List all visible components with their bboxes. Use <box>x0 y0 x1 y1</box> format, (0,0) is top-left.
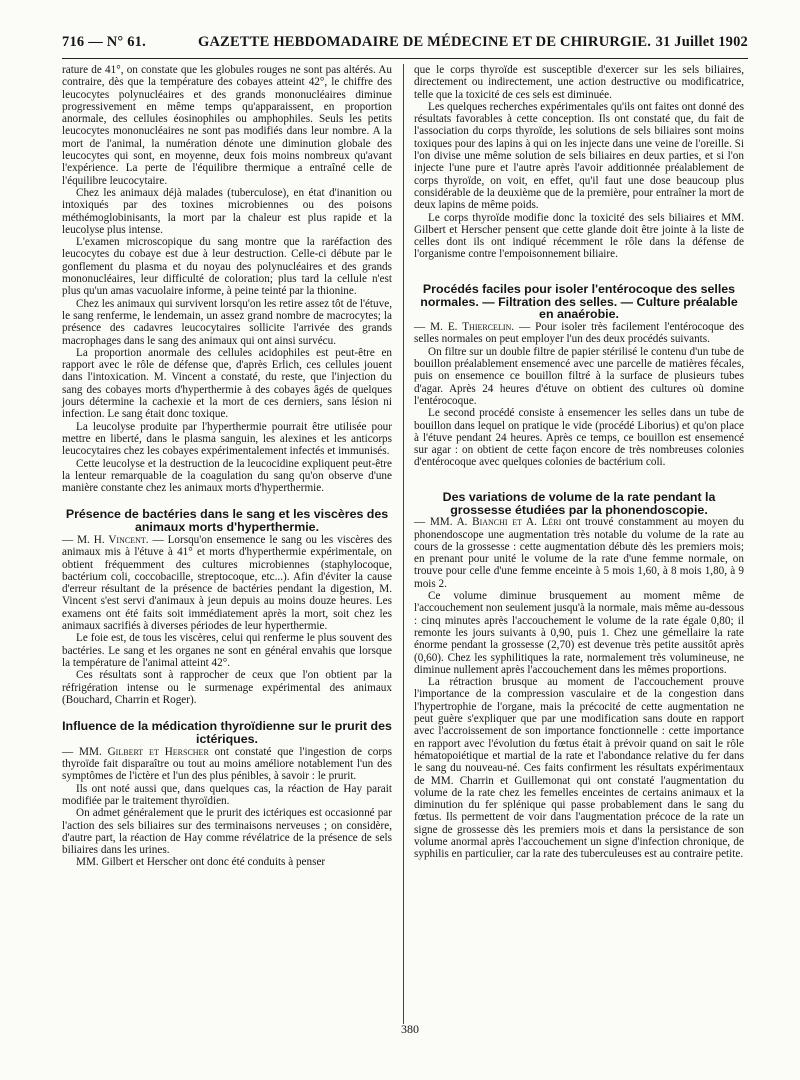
paragraph: Ils ont noté aussi que, dans quelques cas, la réaction de Hay parait modifiée par le traitement thyroïdien. <box>62 782 392 807</box>
section-title: Influence de la médication thyroïdienne sur le prurit des ictériques. <box>62 719 392 746</box>
paragraph-text: ont constaté que l'ingestion de corps thyroïde fait disparaître ou tout au moins améliore notablement l'un des symptômes de l'ictère et l'un des plus pénibles, à savoir : le prurit. <box>62 745 392 783</box>
paragraph: Le second procédé consiste à ensemencer les selles dans un tube de bouillon dans lequel on pratique le vide (procédé Liborius) et qu'on place à l'étuve pendant 24 heures. Après ce temps, ce bouillon est ensemencé sur agar : on obtient de cette façon encore de très nombreuses colonies d'entérocoque avec quelques colonies de bactérium coli. <box>414 407 744 469</box>
paragraph: Les quelques recherches expérimentales qu'ils ont faites ont donné des résultats favorables à cette conception. Ils ont constaté que, du fait de l'association du corps thyroïde, les solutions de sels biliaires sont moins toxiques pour des lapins à qui on les injecte dans une veine de l'oreille. Si l'on divise une même solution de sels biliaires en deux parties, et si l'on injecte l'une pure et l'autre après l'avoir additionnée préalablement de corps thyroïde, on voit, en effet, qu'il faut une dose beaucoup plus considérable de la deuxième que de la première, pour entraîner la mort de deux lapins de même poids. <box>414 100 744 212</box>
paragraph <box>62 534 392 632</box>
running-header <box>62 34 748 56</box>
paragraph: L'examen microscopique du sang montre que la raréfaction des leucocytes du cobaye est due à leur destruction. Celle-ci débute par le gonflement du plasma et du noyau des polynucléaires et des grands mononucléaires, leur difficulté de coloration; plus tard la cellule n'est plus qu'un amas vacuolaire informe, à peine teinté par la thionine. <box>62 236 392 298</box>
issue-number: — N° 61. <box>88 34 146 50</box>
paragraph: Chez les animaux qui survivent lorsqu'on les retire assez tôt de l'étuve, le sang renferme, le lendemain, un assez grand nombre de macrocytes; la présence des cadavres leucocytaires sollicite l'arrivée des grands macrophages dans le sang des animaux qui ont ainsi survécu. <box>62 297 392 347</box>
paragraph: La rétraction brusque au moment de l'accouchement prouve l'importance de la compression vasculaire et de la congestion dans l'hypertrophie de l'organe, mais la précocité de cette augmentation ne peut guère s'expliquer que par une modification sans doute en rapport avec l'accroissement de son importance fonctionnelle : cette importance en rapport avec l'évolution du fœtus était à prévoir quand on sait le rôle hématopoiétique et martial de la rate et l'abondance relative du fer dans le sang du nouveau-né. Ces faits confirment les résultats expérimentaux de MM. Charrin et Guillemonat qui ont constaté l'augmentation du volume de la rate chez les femelles enceintes de certains animaux et la diminution du fer splénique qui passe probablement dans le sang du fœtus. Ils permettent de voir dans l'augmentation précoce de la rate un signe de grossesse dès les premiers mois et dans la persistance de son volume anormal après l'accouchement un signe d'infection chronique, de syphilis en particulier, car la rate des tuberculeuses est au contraire petite. <box>414 676 744 861</box>
paragraph-text: ont trouvé constamment au moyen du phonendoscope une augmentation très notable du volume de la rate au cours de la grossesse : cette augmentation débute dès les premiers mois; en prenant pour unité le volume de la rate d'une femme normale, on trouve pour celle d'une femme enceinte à 5 mois 1,60, à 8 mois 1,80, à 9 mois 2. <box>414 516 745 590</box>
paragraph: La proportion anormale des cellules acidophiles est peut-être en rapport avec le rôle de défense que, d'après Erlich, ces cellules jouent dans l'intoxication. M. Vincent a constaté, du reste, que l'injection du sang des cobayes morts d'hyperthermie à des cobayes âgés de quelques jours détermine la cachexie et la mort de ces derniers, sans lésion ni infection. Le sang était donc toxique. <box>62 346 392 421</box>
paragraph: La leucolyse produite par l'hyperthermie pourrait être utilisée pour mettre en liberté, dans le plasma sanguin, les alexines et les anticorps leucocytaires chez les cobayes expérimentalement infectés et immunisés. <box>62 420 392 458</box>
right-column <box>414 64 744 861</box>
paragraph: On admet généralement que le prurit des ictériques est occasionné par l'action des sels biliaires sur des terminaisons nerveuses ; on considère, d'autre part, la réaction de Hay comme révélatrice de la présence de sels biliaires dans les urines. <box>62 807 392 857</box>
page-number-and-issue <box>62 34 146 51</box>
issue-date: 31 Juillet 1902 <box>655 34 748 50</box>
paragraph: Cette leucolyse et la destruction de la leucocidine expliquent peut-être la lenteur remarquable de la coagulation du sang qu'on observe d'une manière constante chez les animaux morts d'hyperthermie. <box>62 457 392 495</box>
paragraph: On filtre sur un double filtre de papier stérilisé le contenu d'un tube de bouillon préalablement ensemencé avec une parcelle de matières fécales, puis on ensemence ce bouillon filtré à la surface de plusieurs tubes d'agar. Après 24 heures d'étuve on obtient des cultures où domine l'entérocoque. <box>414 345 744 407</box>
paragraph-text: Pour isoler très facilement l'entérocoque des selles normales on peut employer l'un des deux procédés suivants. <box>414 321 744 346</box>
paragraph <box>414 516 744 590</box>
paragraph: Le corps thyroïde modifie donc la toxicité des sels biliaires et MM. Gilbert et Herscher pensent que cette glande doit être jointe à la liste de celles dont ils ont indiqué récemment le rôle dans la défense de l'organisme contre l'empoisonnement biliaire. <box>414 211 744 261</box>
paragraph: que le corps thyroïde est susceptible d'exercer sur les sels biliaires, directement ou indirectement, une action destructive ou modificatrice, telle que la toxicité de ces sels est diminuée. <box>414 64 744 101</box>
section-author: — MM. Gilbert et Herscher <box>62 745 209 758</box>
paragraph: Chez les animaux déjà malades (tuberculose), en état d'inanition ou intoxiqués par des toxines microbiennes ou des poisons méthémoglobinisants, la mort par la chaleur est plus rapide et la leucolyse plus intense. <box>62 186 392 236</box>
section-title: Procédés faciles pour isoler l'entérocoque des selles normales. — Filtration des selles. — Culture préalable en anaérobie. <box>420 281 738 322</box>
paragraph-text: Lorsqu'on ensemence le sang ou les viscères des animaux mis à l'étuve à 41° et morts d'hyperthermie expérimentale, on obtient fréquemment des cultures microbiennes (staphylocoque, bactérium coli, coccobacille, streptocoque, etc...). Afin d'éviter la cause d'erreur résultant de la présence de bactéries pendant la digestion, M. Vincent s'est servi d'animaux à jeun depuis au moins douze heures. Les examens ont été faits soit immédiatement après la mort, soit chez les animaux sacrifiés à diverses périodes de leur hyperthermie. <box>62 533 393 633</box>
paragraph: Ce volume diminue brusquement au moment même de l'accouchement non seulement jusqu'à la normale, mais même au-dessous : cinq minutes après l'accouchement le volume de la rate égale 0,80; il remonte les jours suivants à 0,90, puis 1. Chez une gémellaire la rate énorme pendant la grossesse (2,70) est devenue très petite aussitôt après (0,60). Chez les syphilitiques la rate, normalement très volumineuse, ne diminue nullement après l'accouchement dans les mêmes proportions. <box>414 590 744 676</box>
paragraph: Ces résultats sont à rapprocher de ceux que l'on obtient par la réfrigération intense ou le surmenage expérimental des animaux (Bouchard, Charrin et Roger). <box>62 669 392 706</box>
section-title: Présence de bactéries dans le sang et les viscères des animaux morts d'hyperthermie. <box>65 507 389 535</box>
folio: 380 <box>401 1022 419 1036</box>
paragraph: MM. Gilbert et Herscher ont donc été conduits à penser <box>76 856 326 869</box>
left-column <box>62 64 392 869</box>
page-number: 716 <box>62 34 85 50</box>
column-divider <box>403 64 404 1024</box>
section-title: Des variations de volume de la rate pendant la grossesse étudiées par la phonendoscopie. <box>442 489 716 517</box>
paragraph: Le foie est, de tous les viscères, celui qui renferme le plus souvent des bactéries. Le sang et les organes ne sont en général envahis que lorsque la température de l'animal atteint 42°. <box>62 632 392 669</box>
section-author: — M. E. Thiercelin. — <box>414 321 531 334</box>
header-rule <box>62 58 748 59</box>
journal-title: GAZETTE HEBDOMADAIRE DE MÉDECINE ET DE CHIRURGIE. <box>198 34 652 50</box>
section-author: — MM. A. Bianchi et A. Léri <box>414 516 562 529</box>
section-author: — M. H. Vincent. — <box>62 533 164 546</box>
paragraph: rature de 41°, on constate que les globules rouges ne sont pas altérés. Au contraire, dès que la température des cobayes atteint 42°, le chiffre des leucocytes polynucléaires et des grands mononucléaires diminue progressivement en même temps qu'apparaissent, en proportion anormale, des cellules éosinophiles ou amphophiles. Seuls les petits leucocytes mononucléaires ne sont pas modifiés dans leur nombre. A la mort de l'animal, la numération dénote une diminution globale des leucocytes qui sont, en moyenne, deux fois moins nombreux qu'avant l'expérience. La perte de l'équilibre thermique a entraîné celle de l'équilibre leucocytaire. <box>62 64 392 187</box>
paragraph <box>414 321 744 346</box>
paragraph <box>62 746 392 783</box>
